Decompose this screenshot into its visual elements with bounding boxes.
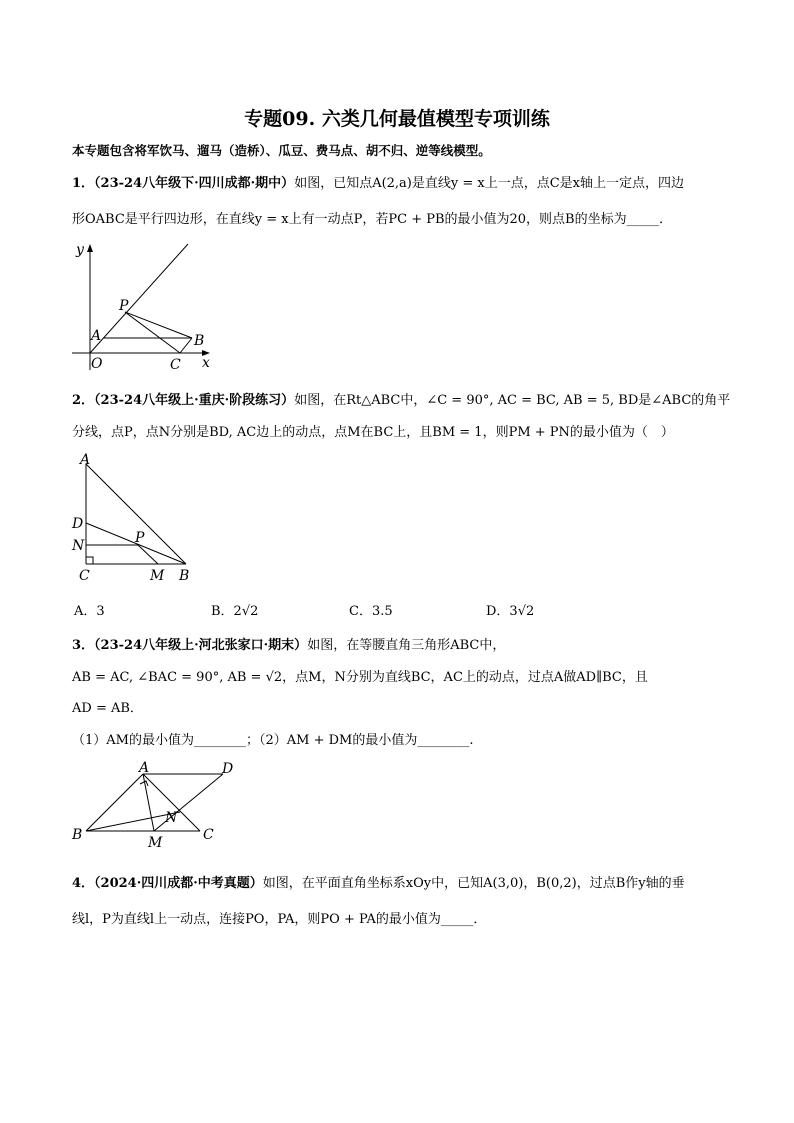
q3-source: （23-24八年级上·河北张家口·期末）	[94, 638, 308, 653]
q1-figure	[70, 238, 220, 373]
intro-text: 本专题包含将军饮马、遛马（造桥）、瓜豆、费马点、胡不归、逆等线模型。	[72, 143, 491, 158]
q2-label-p: P	[135, 530, 145, 546]
q2-option-a: A．3	[74, 604, 105, 619]
q4-line-1	[72, 872, 685, 891]
q1-label-x: x	[202, 355, 210, 371]
q2-label-m: M	[150, 568, 165, 584]
q1-source: （23-24八年级下·四川成都·期中）	[94, 176, 295, 191]
q2-number: 2．	[72, 393, 95, 408]
q3-text-1: 如图，在等腰直角三角形ABC中，	[307, 638, 506, 653]
q2-figure	[68, 450, 203, 585]
q1-text-1: 如图，已知点A(2,a)是直线y = x上一点，点C是x轴上一定点，四边	[294, 176, 684, 191]
q4-text-1: 如图，在平面直角坐标系xOy中，已知A(3,0)，B(0,2)，过点B作y轴的垂	[262, 876, 685, 891]
q1-label-p: P	[119, 298, 129, 314]
q2-label-b: B	[179, 568, 190, 584]
q2-label-a: A	[80, 452, 91, 468]
page-title: 专题09. 六类几何最值模型专项训练	[244, 108, 550, 130]
q3-label-n: N	[165, 810, 178, 826]
q4-number: 4．	[72, 876, 95, 891]
q2-option-c: C．3.5	[349, 604, 393, 619]
q3-label-b: B	[72, 827, 83, 843]
q4-line-2: 线l，P为直线l上一动点，连接PO，PA，则PO + PA的最小值为_____．	[72, 912, 487, 927]
q1-label-y: y	[76, 242, 84, 258]
q2-option-d: D．3√2	[486, 604, 535, 619]
q1-label-b: B	[194, 333, 205, 349]
q1-label-o: O	[91, 356, 103, 372]
q2-source: （23-24八年级上·重庆·阶段练习）	[94, 393, 295, 408]
q4-source: （2024·四川成都·中考真题）	[94, 876, 263, 891]
q3-line-4: （1）AM的最小值为________；（2）AM + DM的最小值为________.	[72, 733, 474, 748]
q3-label-d: D	[222, 761, 234, 777]
q1-line-2: 形OABC是平行四边形，在直线y = x上有一动点P，若PC + PB的最小值为20，则点B的坐标为_____．	[72, 212, 673, 227]
q2-label-n: N	[72, 538, 85, 554]
q3-label-m: M	[148, 835, 163, 851]
q2-text-1: 如图，在Rt△ABC中，∠C = 90°, AC = BC, AB = 5, BD是∠ABC的角平	[294, 393, 731, 408]
q2-label-d: D	[72, 516, 84, 532]
q2-option-b: B．2√2	[211, 604, 259, 619]
q3-line-3: AD = AB．	[72, 701, 143, 716]
q2-label-c: C	[79, 568, 90, 584]
q2-line-2: 分线，点P，点N分别是BD, AC边上的动点，点M在BC上，且BM = 1，则PM + PN的最小值为（ ）	[72, 425, 674, 440]
q1-label-a: A	[91, 328, 102, 344]
q2-line-1	[72, 389, 730, 408]
q3-line-1	[72, 634, 505, 653]
q3-line-2: AB = AC, ∠BAC = 90°, AB = √2，点M，N分别为直线BC，AC上的动点，过点A做AD∥BC，且	[72, 670, 648, 685]
q1-number: 1．	[72, 176, 95, 191]
q3-number: 3．	[72, 638, 95, 653]
q1-line-1	[72, 172, 684, 191]
q3-figure	[68, 758, 248, 853]
q3-label-a: A	[139, 760, 150, 776]
q1-label-c: C	[170, 357, 181, 373]
q3-label-c: C	[203, 827, 214, 843]
